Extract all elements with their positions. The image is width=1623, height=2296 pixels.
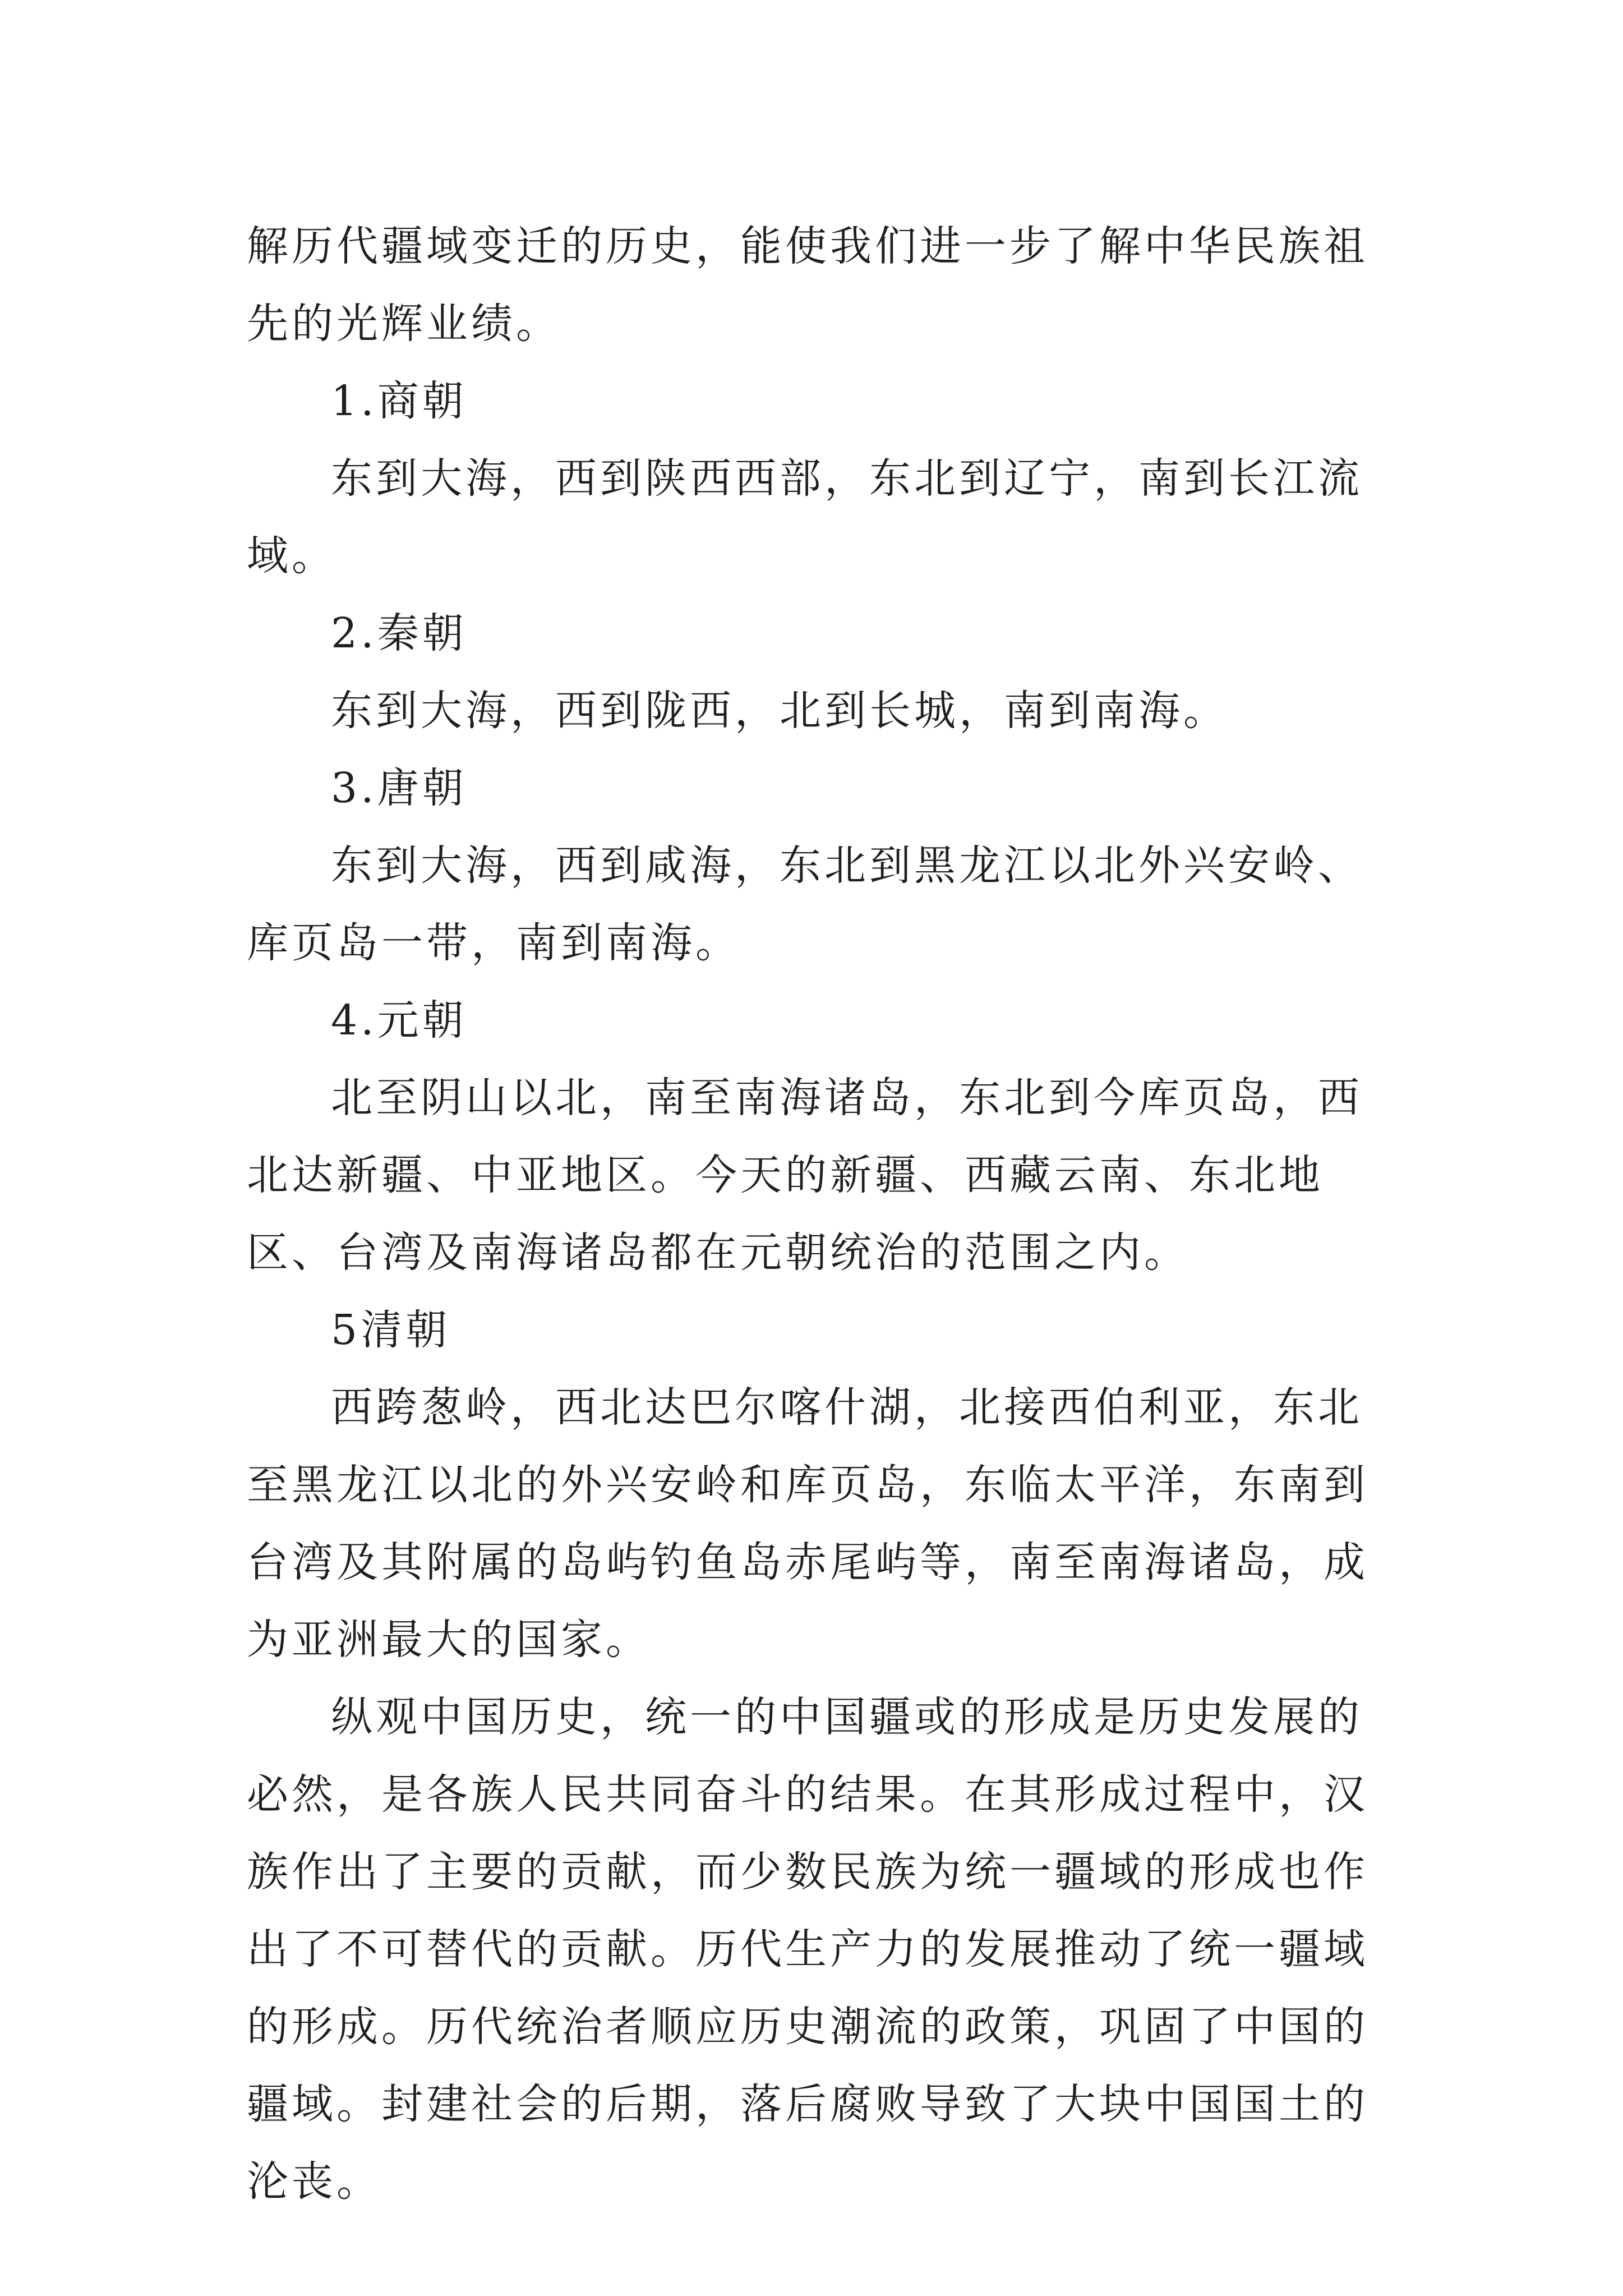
paragraph-continuation: 解历代疆域变迁的历史，能使我们进一步了解中华民族祖先的光辉业绩。 — [247, 222, 1368, 348]
paragraph-qin-dynasty: 东到大海，西到陇西，北到长城，南到南海。 — [331, 687, 1228, 735]
heading-shang-dynasty: 1.商朝 — [331, 377, 467, 425]
heading-qin-dynasty: 2.秦朝 — [331, 609, 467, 657]
document-body — [247, 208, 1391, 2220]
heading-qing-dynasty: 5清朝 — [331, 1306, 451, 1354]
heading-tang-dynasty: 3.唐朝 — [331, 764, 467, 812]
paragraph-shang-dynasty: 东到大海，西到陕西西部，东北到辽宁，南到长江流域。 — [247, 454, 1363, 580]
paragraph-yuan-dynasty: 北至阴山以北，南至南海诸岛，东北到今库页岛，西北达新疆、中亚地区。今天的新疆、西藏云南、东北地区、台湾及南海诸岛都在元朝统治的范围之内。 — [247, 1074, 1363, 1277]
paragraph-qing-dynasty: 西跨葱岭，西北达巴尔喀什湖，北接西伯利亚，东北至黑龙江以北的外兴安岭和库页岛，东临太平洋，东南到台湾及其附属的岛屿钓鱼岛赤尾屿等，南至南海诸岛，成为亚洲最大的国家。 — [247, 1383, 1368, 1664]
paragraph-conclusion: 纵观中国历史，统一的中国疆或的形成是历史发展的必然，是各族人民共同奋斗的结果。在其形成过程中，汉族作出了主要的贡献，而少数民族为统一疆域的形成也作出了不可替代的贡献。历代生产力的发展推动了统一疆域的形成。历代统治者顺应历史潮流的政策，巩固了中国的疆域。封建社会的后期，落后腐败导致了大块中国国土的沦丧。 — [247, 1693, 1368, 2206]
heading-yuan-dynasty: 4.元朝 — [331, 996, 467, 1045]
paragraph-tang-dynasty: 东到大海，西到咸海，东北到黑龙江以北外兴安岭、库页岛一带，南到南海。 — [247, 841, 1363, 967]
